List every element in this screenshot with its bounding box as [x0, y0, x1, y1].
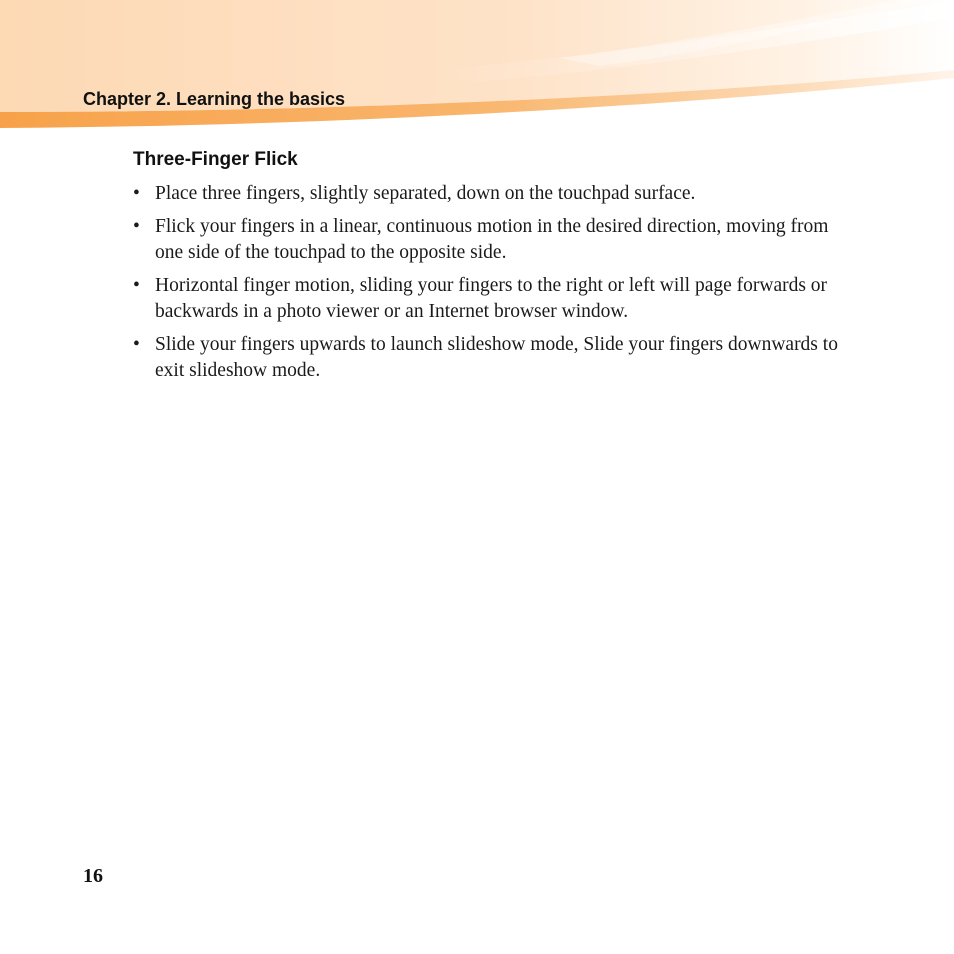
page-number: 16	[83, 865, 103, 887]
section-heading: Three-Finger Flick	[133, 149, 298, 170]
bullet-icon: •	[133, 274, 140, 296]
list-item-text: Place three fingers, slightly separated, down on the touchpad surface.	[155, 183, 696, 204]
list-item-text: Flick your fingers in a linear, continuous motion in the desired direction, moving from one side of the touchpad to the opposite side.	[155, 215, 829, 263]
bullet-icon: •	[133, 183, 140, 204]
header-decoration	[0, 0, 954, 135]
list-item-text: Slide your fingers upwards to launch slideshow mode, Slide your fingers downwards to exit slideshow mode.	[155, 333, 838, 381]
list-item	[133, 181, 853, 208]
list-item	[133, 273, 853, 326]
list-item	[133, 214, 853, 267]
chapter-title: Chapter 2. Learning the basics	[83, 89, 346, 109]
list-item-text: Horizontal finger motion, sliding your fingers to the right or left will page forwards or backwards in a photo viewer or an Internet browser window.	[155, 274, 828, 322]
bullet-icon: •	[133, 215, 140, 237]
bullet-list	[133, 181, 853, 391]
bullet-icon: •	[133, 333, 140, 355]
list-item	[133, 332, 853, 385]
